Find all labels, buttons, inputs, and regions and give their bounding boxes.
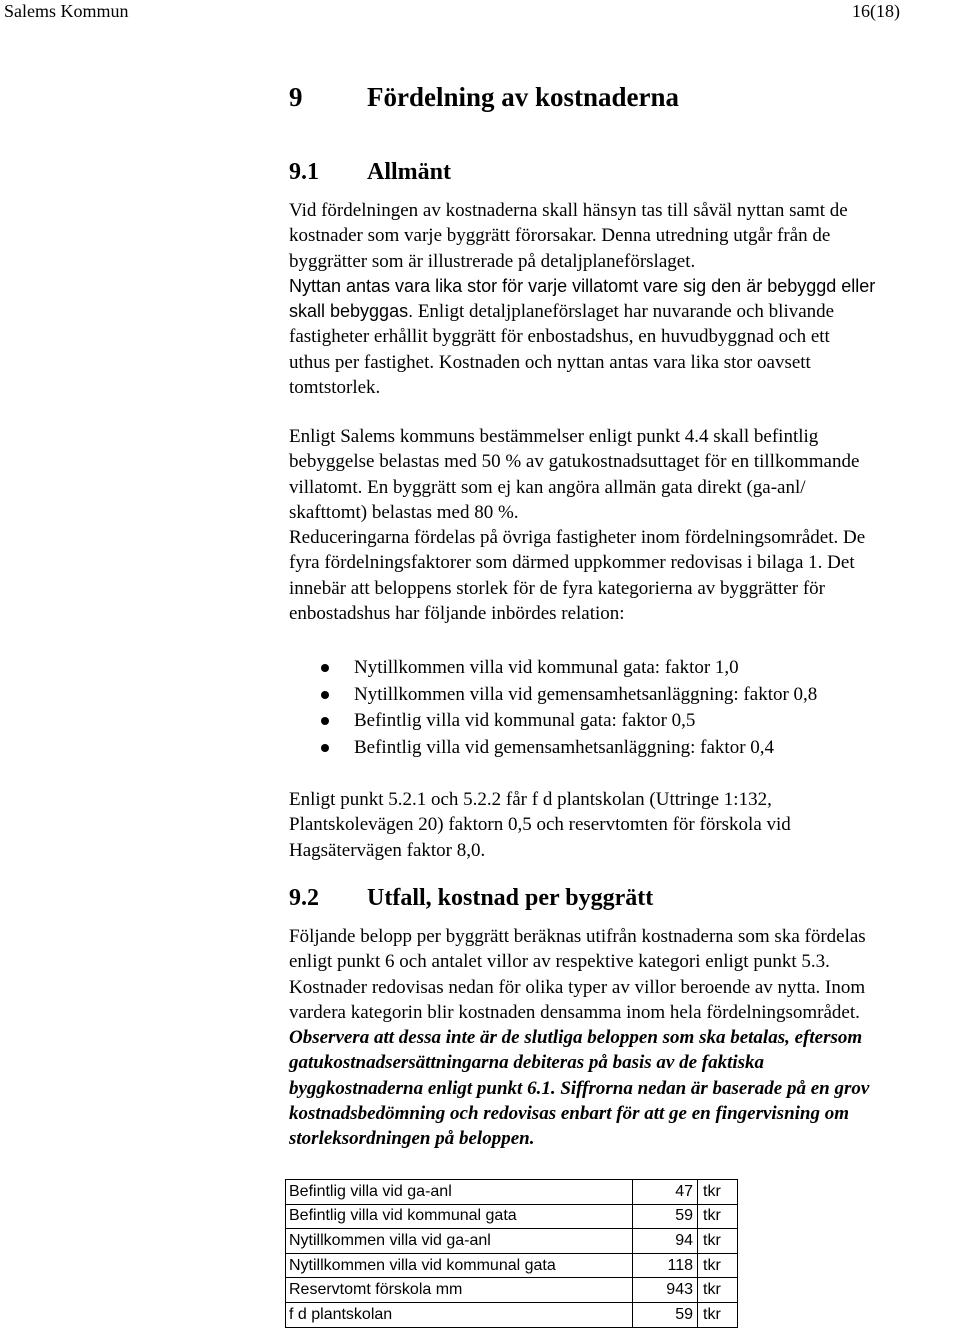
category-cell: Befintlig villa vid kommunal gata	[286, 1204, 633, 1229]
text-line: skafttomt) belastas med 80 %.	[289, 501, 519, 523]
category-cell: f d plantskolan	[286, 1302, 633, 1327]
amount-cell: 47	[633, 1180, 698, 1205]
text-line: fyra fördelningsfaktorer som därmed uppkommer redovisas i bilaga 1. Det	[289, 552, 855, 574]
unit-cell: tkr	[698, 1253, 738, 1278]
section-9-2-heading	[289, 883, 653, 913]
unit-cell: tkr	[698, 1180, 738, 1205]
text-line: kostnadsbedömning och redovisas enbart för att ge en fingervisning om	[289, 1102, 850, 1124]
text-line: innebär att beloppens storlek för de fyra kategorierna av byggrätter för	[289, 577, 825, 599]
section-9-1-number: 9.1	[289, 159, 319, 185]
text-line: storleksordningen på beloppen.	[289, 1128, 535, 1150]
table-row	[286, 1204, 738, 1229]
header-page-number: 16(18)	[852, 1, 900, 21]
cost-table	[285, 1179, 738, 1328]
category-cell: Nytillkommen villa vid ga-anl	[286, 1229, 633, 1254]
amount-cell: 94	[633, 1229, 698, 1254]
text-line: enligt punkt 6 och antalet villor av respektive kategori enligt punkt 5.3.	[289, 951, 830, 973]
header-org-name: Salems Kommun	[4, 1, 129, 21]
section-9-title: Fördelning av kostnaderna	[367, 82, 680, 112]
table-row	[286, 1302, 738, 1327]
amount-cell: 59	[633, 1302, 698, 1327]
section-9-1-paragraph-1	[289, 198, 875, 400]
unit-cell: tkr	[698, 1204, 738, 1229]
text-line: byggkostnaderna enligt punkt 6.1. Siffrorna nedan är baserade på en grov	[289, 1077, 870, 1099]
text-line: uthus per fastighet. Kostnaden och nyttan antas vara lika stor oavsett	[289, 351, 811, 373]
section-9-number: 9	[289, 82, 303, 112]
text-line: Plantskolevägen 20) faktorn 0,5 och reservtomten för förskola vid	[289, 814, 791, 836]
unit-cell: tkr	[698, 1302, 738, 1327]
text-line: Enligt Salems kommuns bestämmelser enligt punkt 4.4 skall befintlig	[289, 426, 819, 447]
bullet-icon	[321, 744, 329, 752]
text-line: skall bebyggas. Enligt detaljplaneförslaget har nuvarande och blivande	[289, 301, 835, 323]
text-line: Nyttan antas vara lika stor för varje villatomt vare sig den är bebyggd eller	[289, 275, 876, 296]
section-9-1-paragraph-2	[289, 424, 865, 626]
table-row	[286, 1278, 738, 1303]
text-line: Vid fördelningen av kostnaderna skall hänsyn tas till såväl nyttan samt de	[289, 200, 848, 221]
section-9-heading	[289, 81, 679, 113]
section-9-1-paragraph-3	[289, 787, 791, 863]
bullet-icon	[321, 691, 329, 699]
list-item-text: Nytillkommen villa vid gemensamhetsanläggning: faktor 0,8	[354, 684, 818, 705]
bullet-icon	[321, 717, 329, 725]
text-line: fastigheter erhållit byggrätt för enbostadshus, en huvudbyggnad och ett	[289, 326, 830, 348]
text-line: villatomt. En byggrätt som ej kan angöra allmän gata direkt (ga-anl/	[289, 476, 806, 498]
section-9-2-title: Utfall, kostnad per byggrätt	[367, 885, 654, 911]
text-line: kostnader som varje byggrätt förorsakar. Denna utredning utgår från de	[289, 225, 831, 247]
text-line: Kostnader redovisas nedan för olika typer av villor beroende av nytta. Inom	[289, 976, 866, 998]
list-item-text: Befintlig villa vid gemensamhetsanläggning: faktor 0,4	[354, 737, 775, 758]
text-line: Observera att dessa inte är de slutliga beloppen som ska betalas, eftersom	[289, 1027, 863, 1048]
text-line: gatukostnadsersättningarna debiteras på basis av de faktiska	[289, 1052, 765, 1074]
section-9-2-notice	[289, 1025, 869, 1151]
amount-cell: 59	[633, 1204, 698, 1229]
text-line: vardera kategorin blir kostnaden densamma inom hela fördelningsområdet.	[289, 1001, 860, 1023]
text-line: Enligt punkt 5.2.1 och 5.2.2 får f d plantskolan (Uttringe 1:132,	[289, 789, 772, 810]
amount-cell: 118	[633, 1253, 698, 1278]
text-line: enbostadshus har följande inbördes relation:	[289, 603, 625, 625]
table-row	[286, 1229, 738, 1254]
category-cell: Befintlig villa vid ga-anl	[286, 1180, 633, 1205]
category-cell: Nytillkommen villa vid kommunal gata	[286, 1253, 633, 1278]
text-line: Hagsätervägen faktor 8,0.	[289, 839, 486, 861]
table-row	[286, 1180, 738, 1205]
text-line: tomtstorlek.	[289, 377, 381, 399]
section-9-1-title: Allmänt	[367, 159, 451, 185]
section-9-2-paragraph-1	[289, 924, 866, 1025]
table-row	[286, 1253, 738, 1278]
text-line: Reduceringarna fördelas på övriga fastigheter inom fördelningsområdet. De	[289, 527, 866, 549]
bullet-icon	[321, 664, 329, 672]
section-9-2-number: 9.2	[289, 885, 319, 911]
amount-cell: 943	[633, 1278, 698, 1303]
list-item-text: Befintlig villa vid kommunal gata: faktor 0,5	[354, 710, 696, 731]
section-9-1-heading	[289, 157, 451, 187]
unit-cell: tkr	[698, 1229, 738, 1254]
unit-cell: tkr	[698, 1278, 738, 1303]
category-cell: Reservtomt förskola mm	[286, 1278, 633, 1303]
text-line: bebyggelse belastas med 50 % av gatukostnadsuttaget för en tillkommande	[289, 451, 860, 473]
text-line: Följande belopp per byggrätt beräknas utifrån kostnaderna som ska fördelas	[289, 926, 866, 947]
list-item-text: Nytillkommen villa vid kommunal gata: faktor 1,0	[354, 657, 739, 678]
text-line: byggrätter som är illustrerade på detaljplaneförslaget.	[289, 250, 696, 272]
